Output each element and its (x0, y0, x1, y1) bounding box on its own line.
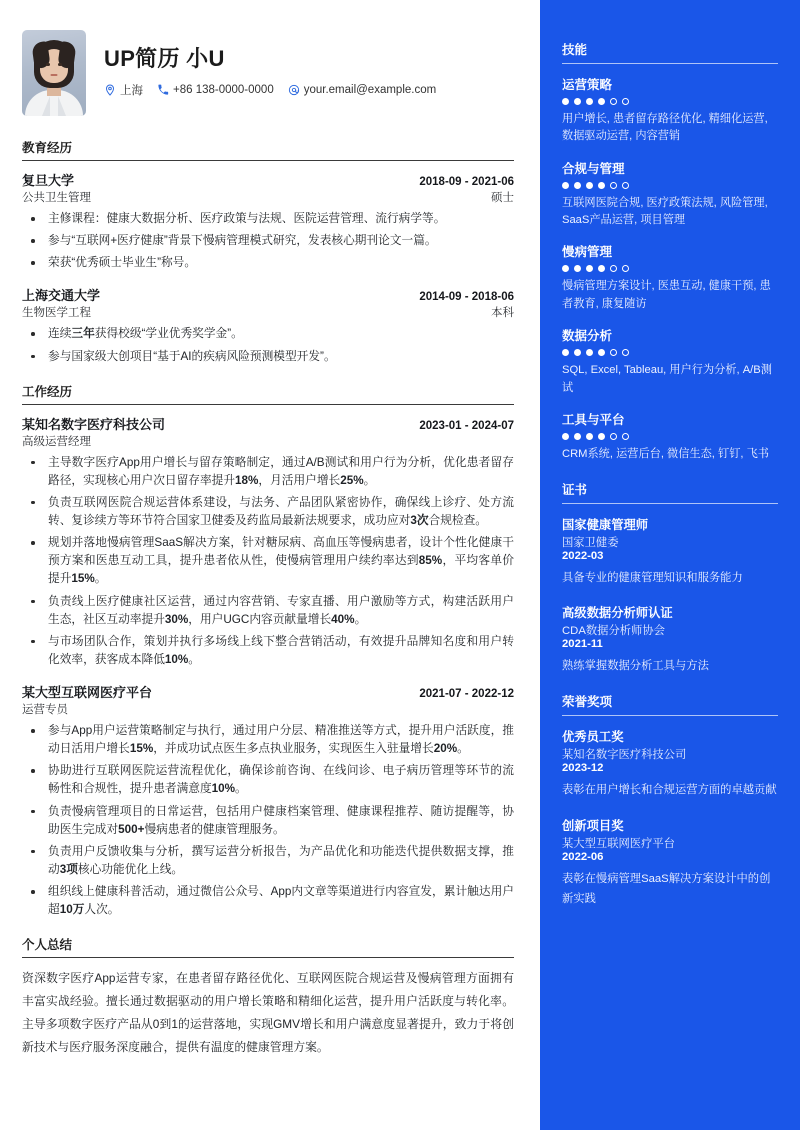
certificate-date: 2021-11 (562, 637, 603, 650)
email-icon (288, 84, 300, 96)
education-bullets (22, 325, 514, 365)
skill-level-dots (562, 98, 778, 105)
skill-keywords: 慢病管理方案设计, 医患互动, 健康干预, 患者教育, 康复随访 (562, 280, 771, 310)
major: 公共卫生管理 (22, 192, 91, 204)
skill-level-dots (562, 182, 778, 189)
award-organization: 某大型互联网医疗平台 (562, 838, 675, 851)
list-item: 荣获“优秀硕士毕业生”称号。 (22, 254, 514, 272)
skill-dot-filled (586, 433, 593, 440)
skills-section (562, 40, 778, 463)
job-title: 运营专员 (22, 704, 68, 716)
skill-item (562, 159, 778, 230)
certificate-item (562, 603, 778, 676)
skill-dot-empty (610, 265, 617, 272)
skills-list (562, 75, 778, 463)
education-entry (22, 170, 514, 272)
contact-email-value: your.email@example.com (303, 84, 437, 96)
skill-dot-empty (610, 349, 617, 356)
list-item: 主修课程：健康大数据分析、医疗政策与法规、医院运营管理、流行病学等。 (22, 210, 514, 228)
work-bullets (22, 454, 514, 669)
contact-location-value: 上海 (120, 85, 143, 97)
skill-dot-filled (586, 98, 593, 105)
list-item: 参与国家级大创项目“基于AI的疾病风险预测模型开发”。 (22, 348, 514, 366)
work-entry (22, 414, 514, 669)
skill-dot-filled (574, 98, 581, 105)
skill-dot-empty (610, 433, 617, 440)
certificates-section-title: 证书 (562, 480, 778, 504)
education-section-title: 教育经历 (22, 138, 514, 161)
skill-dot-empty (622, 98, 629, 105)
list-item: 连续三年获得校级“学业优秀奖学金”。 (22, 325, 514, 343)
list-item: 负责慢病管理项目的日常运营，包括用户健康档案管理、健康课程推荐、随访提醒等，协助医生完成对500+慢病患者的健康管理服务。 (22, 803, 514, 839)
skill-dot-filled (598, 98, 605, 105)
resume-sidebar (540, 0, 800, 1130)
school-name: 复旦大学 (22, 173, 75, 188)
work-bullets (22, 722, 514, 919)
list-item: 协助进行互联网医院运营流程优化，确保诊前咨询、在线问诊、电子病历管理等环节的流畅性和合规性，提升患者满意度10%。 (22, 762, 514, 798)
skill-name: 数据分析 (562, 329, 613, 344)
certificate-description: 具备专业的健康管理知识和服务能力 (562, 572, 743, 585)
company-name: 某大型互联网医疗平台 (22, 685, 153, 700)
list-item: 参与App用户运营策略制定与执行，通过用户分层、精准推送等方式，提升用户活跃度，推动日活用户增长15%，并成功试点医生多点执业服务，实现医生入驻量增长20%。 (22, 722, 514, 758)
list-item: 主导数字医疗App用户增长与留存策略制定，通过A/B测试和用户行为分析，优化患者留存路径，实现核心用户次日留存率提升18%，月活用户增长25%。 (22, 454, 514, 490)
skill-name: 工具与平台 (562, 412, 625, 427)
skill-dot-filled (562, 349, 569, 356)
contact-email (288, 84, 436, 96)
skill-dot-empty (622, 349, 629, 356)
work-date: 2021-07 - 2022-12 (419, 688, 514, 700)
skill-dot-empty (622, 433, 629, 440)
location-icon (104, 84, 116, 96)
identity-block (104, 30, 444, 98)
skill-dot-filled (562, 433, 569, 440)
award-item (562, 727, 778, 801)
list-item: 组织线上健康科普活动，通过微信公众号、App内文章等渠道进行内容宣发，累计触达用户超10万人次。 (22, 883, 514, 919)
major: 生物医学工程 (22, 307, 91, 320)
skill-dot-empty (622, 265, 629, 272)
award-organization: 某知名数字医疗科技公司 (562, 749, 687, 762)
work-section-title: 工作经历 (22, 382, 514, 405)
skill-dot-filled (598, 349, 605, 356)
degree: 硕士 (491, 192, 514, 204)
skill-level-dots (562, 265, 778, 272)
certificates-list (562, 515, 778, 675)
education-date: 2018-09 - 2021-06 (419, 176, 514, 188)
list-item: 负责线上医疗健康社区运营，通过内容营销、专家直播、用户激励等方式，构建活跃用户生态，社区互动率提升30%，用户UGC内容贡献量增长40%。 (22, 593, 514, 629)
certificate-description: 熟练掌握数据分析工具与方法 (562, 659, 709, 672)
list-item: 规划并落地慢病管理SaaS解决方案，针对糖尿病、高血压等慢病患者，设计个性化健康干预方案和医患互动工具，提升患者依从性，使慢病管理用户续约率达到85%，平均客单价提升15%。 (22, 534, 514, 588)
skill-level-dots (562, 433, 778, 440)
skill-name: 合规与管理 (562, 161, 625, 176)
award-date: 2023-12 (562, 762, 604, 775)
awards-section-title: 荣誉奖项 (562, 692, 778, 716)
skill-keywords: 互联网医院合规, 医疗政策法规, 风险管理, SaaS产品运营, 项目管理 (562, 196, 768, 227)
education-section (22, 138, 514, 366)
profile-header (22, 30, 514, 116)
skill-item (562, 326, 778, 397)
list-item: 参与“互联网+医疗健康”背景下慢病管理模式研究，发表核心期刊论文一篇。 (22, 232, 514, 250)
skill-dot-filled (586, 265, 593, 272)
skill-dot-filled (598, 182, 605, 189)
awards-list (562, 727, 778, 909)
skill-dot-filled (598, 265, 605, 272)
certificate-issuer: CDA数据分析师协会 (562, 624, 665, 637)
list-item: 与市场团队合作，策划并执行多场线上线下整合营销活动，有效提升品牌知名度和用户转化效率，获客成本降低10%。 (22, 633, 514, 669)
skill-item (562, 242, 778, 313)
awards-section (562, 692, 778, 909)
award-name: 创新项目奖 (562, 819, 624, 834)
contact-phone (157, 84, 274, 96)
list-item: 负责用户反馈收集与分析，撰写运营分析报告，为产品优化和功能迭代提供数据支撑，推动3项核心功能优化上线。 (22, 843, 514, 879)
summary-section (22, 935, 514, 1059)
contact-location (104, 82, 143, 98)
certificate-name: 高级数据分析师认证 (562, 605, 673, 620)
skill-item (562, 75, 778, 146)
work-date: 2023-01 - 2024-07 (419, 419, 514, 432)
company-name: 某知名数字医疗科技公司 (22, 416, 166, 432)
skill-keywords: CRM系统, 运营后台, 微信生态, 钉钉, 飞书 (562, 447, 769, 460)
certificate-issuer: 国家卫健委 (562, 537, 619, 550)
skills-section-title: 技能 (562, 40, 778, 64)
skill-dot-filled (574, 265, 581, 272)
certificates-section (562, 480, 778, 675)
page-title: UP简历 小U (104, 46, 225, 71)
skill-dot-empty (610, 98, 617, 105)
job-title: 高级运营经理 (22, 435, 91, 448)
skill-dot-filled (562, 98, 569, 105)
certificate-name: 国家健康管理师 (562, 518, 649, 533)
award-date: 2022-06 (562, 851, 604, 864)
work-section (22, 382, 514, 920)
skill-dot-filled (574, 349, 581, 356)
contact-phone-value: +86 138-0000-0000 (173, 84, 274, 96)
skill-dot-filled (574, 433, 581, 440)
certificate-item (562, 515, 778, 588)
skill-name: 慢病管理 (562, 245, 613, 260)
school-name: 上海交通大学 (22, 288, 101, 304)
skill-level-dots (562, 349, 778, 356)
summary-section-title: 个人总结 (22, 935, 514, 958)
certificate-date: 2022-03 (562, 550, 604, 563)
work-entry (22, 682, 514, 919)
contact-list (104, 82, 444, 98)
skill-dot-filled (586, 182, 593, 189)
skill-dot-empty (622, 182, 629, 189)
skill-name: 运营策略 (562, 78, 613, 92)
skill-item (562, 410, 778, 463)
skill-keywords: 用户增长, 患者留存路径优化, 精细化运营, 数据驱动运营, 内容营销 (562, 113, 768, 143)
skill-keywords: SQL, Excel, Tableau, 用户行为分析, A/B测试 (562, 364, 772, 394)
award-item (562, 816, 778, 910)
summary-text: 资深数字医疗App运营专家，在患者留存路径优化、互联网医院合规运营及慢病管理方面拥有丰富实战经验。擅长通过数据驱动的用户增长策略和精细化运营，提升用户活跃度与转化率。主导多项数字医疗产品从0到1的运营落地，实现GMV增长和用户满意度显著提升，致力于将创新技术与医疗服务深度融合，提供有温度的健康管理方案。 (22, 971, 514, 1055)
award-description: 表彰在慢病管理SaaS解决方案设计中的创新实践 (562, 873, 771, 906)
education-entry (22, 285, 514, 365)
education-bullets (22, 210, 514, 272)
skill-dot-empty (610, 182, 617, 189)
skill-dot-filled (562, 265, 569, 272)
avatar (22, 30, 86, 116)
skill-dot-filled (574, 182, 581, 189)
skill-dot-filled (586, 349, 593, 356)
award-description: 表彰在用户增长和合规运营方面的卓越贡献 (562, 784, 777, 797)
degree: 本科 (491, 307, 514, 320)
award-name: 优秀员工奖 (562, 730, 624, 745)
education-date: 2014-09 - 2018-06 (419, 291, 514, 304)
skill-dot-filled (598, 433, 605, 440)
list-item: 负责互联网医院合规运营体系建设，与法务、产品团队紧密协作，确保线上诊疗、处方流转、复诊续方等环节符合国家卫健委及药监局最新法规要求，成功应对3次合规检查。 (22, 494, 514, 530)
phone-icon (157, 84, 169, 96)
skill-dot-filled (562, 182, 569, 189)
